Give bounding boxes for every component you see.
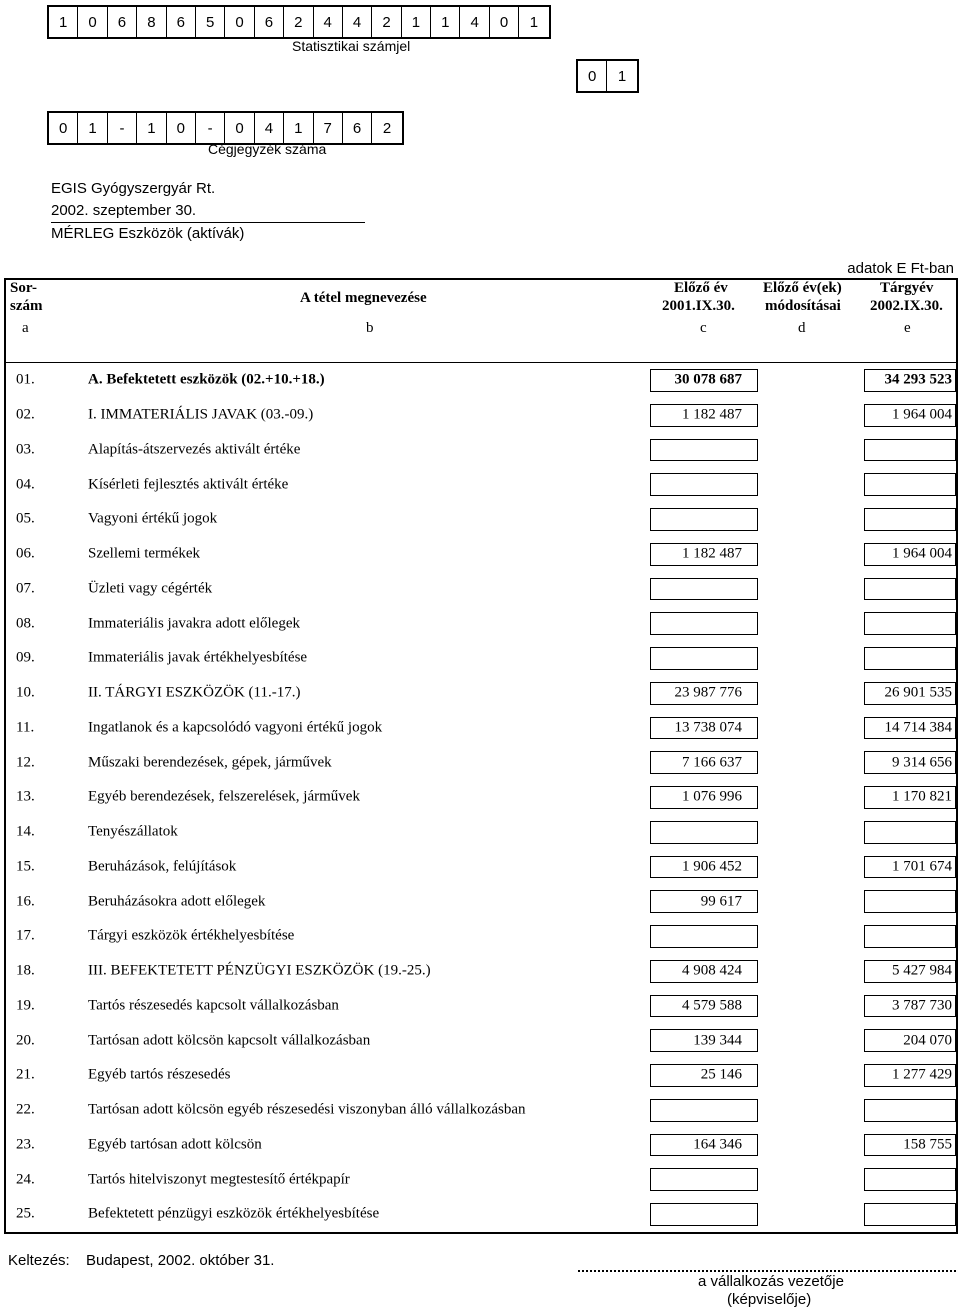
statistical-number-digit: 0 xyxy=(78,7,107,37)
table-row xyxy=(6,850,956,885)
row-number: 15. xyxy=(16,858,35,875)
row-name: Tartósan adott kölcsön egyéb részesedési viszonyban álló vállalkozásban xyxy=(88,1101,526,1118)
registry-number-digit: - xyxy=(108,113,137,143)
row-number: 07. xyxy=(16,580,35,597)
statistical-number-digit: 1 xyxy=(431,7,460,37)
current-year-cell xyxy=(864,578,956,601)
current-year-value: 1 701 674 xyxy=(892,858,952,875)
header-letter-d: d xyxy=(798,320,806,336)
prev-year-cell xyxy=(650,508,758,531)
current-year-value: 1 964 004 xyxy=(892,545,952,562)
current-year-value: 5 427 984 xyxy=(892,962,952,979)
prev-year-value: 4 908 424 xyxy=(682,962,742,979)
report-title: MÉRLEG Eszközök (aktívák) xyxy=(51,225,245,242)
statistical-number-boxes xyxy=(47,5,551,39)
header-cur-2: 2002.IX.30. xyxy=(870,298,943,314)
date-value: Budapest, 2002. október 31. xyxy=(86,1252,275,1269)
company-block xyxy=(51,178,365,245)
row-number: 09. xyxy=(16,649,35,666)
header-cur-1: Tárgyév xyxy=(880,280,934,296)
table-row xyxy=(6,572,956,607)
row-name: Tenyészállatok xyxy=(88,823,178,840)
statistical-number-digit: 5 xyxy=(196,7,225,37)
table-row xyxy=(6,433,956,468)
table-row xyxy=(6,1197,956,1232)
signature-line xyxy=(578,1270,956,1272)
balance-sheet-table xyxy=(4,278,958,1234)
row-number: 11. xyxy=(16,719,35,736)
table-row xyxy=(6,919,956,954)
table-row xyxy=(6,363,956,398)
prev-year-value: 164 346 xyxy=(693,1136,742,1153)
row-name: Vagyoni értékű jogok xyxy=(88,510,218,527)
date-label: Keltezés: xyxy=(8,1252,70,1269)
table-row xyxy=(6,745,956,780)
current-year-cell xyxy=(864,821,956,844)
row-number: 18. xyxy=(16,962,35,979)
row-number: 24. xyxy=(16,1171,35,1188)
current-year-cell xyxy=(864,612,956,635)
row-number: 05. xyxy=(16,510,35,527)
table-row xyxy=(6,1093,956,1128)
table-body xyxy=(6,363,956,1232)
table-row xyxy=(6,1023,956,1058)
current-year-value: 1 170 821 xyxy=(892,788,952,805)
row-number: 23. xyxy=(16,1136,35,1153)
row-name: A. Befektetett eszközök (02.+10.+18.) xyxy=(88,371,325,388)
registry-number-digit: 4 xyxy=(255,113,284,143)
signature-caption-2: (képviselője) xyxy=(727,1291,812,1308)
row-number: 13. xyxy=(16,788,35,805)
prev-year-value: 13 738 074 xyxy=(674,719,742,736)
table-row xyxy=(6,1162,956,1197)
row-number: 19. xyxy=(16,997,35,1014)
row-number: 08. xyxy=(16,615,35,632)
current-year-value: 1 964 004 xyxy=(892,406,952,423)
current-year-cell xyxy=(864,508,956,531)
prev-year-value: 1 182 487 xyxy=(682,406,742,423)
current-year-cell xyxy=(864,647,956,670)
table-row xyxy=(6,467,956,502)
statistical-number-digit: 4 xyxy=(460,7,489,37)
prev-year-value: 30 078 687 xyxy=(674,371,742,388)
row-name: Alapítás-átszervezés aktivált értéke xyxy=(88,441,301,458)
row-number: 16. xyxy=(16,893,35,910)
row-name: Egyéb berendezések, felszerelések, járművek xyxy=(88,788,360,805)
registry-number-digit: 0 xyxy=(49,113,78,143)
table-row xyxy=(6,537,956,572)
current-year-value: 1 277 429 xyxy=(892,1066,952,1083)
row-name: Tartós részesedés kapcsolt vállalkozásban xyxy=(88,997,339,1014)
row-name: Üzleti vagy cégérték xyxy=(88,580,213,597)
row-name: Műszaki berendezések, gépek, járművek xyxy=(88,754,332,771)
prev-year-value: 1 076 996 xyxy=(682,788,742,805)
row-name: Ingatlanok és a kapcsolódó vagyoni értékű jogok xyxy=(88,719,383,736)
row-name: Tartósan adott kölcsön kapcsolt vállalkozásban xyxy=(88,1032,371,1049)
row-number: 01. xyxy=(16,371,35,388)
statistical-number-digit: 8 xyxy=(137,7,166,37)
row-number: 12. xyxy=(16,754,35,771)
row-number: 22. xyxy=(16,1101,35,1118)
form-code-digit: 0 xyxy=(578,61,607,91)
prev-year-value: 99 617 xyxy=(700,893,742,910)
current-year-cell xyxy=(864,1168,956,1191)
table-row xyxy=(6,502,956,537)
table-header xyxy=(6,280,956,363)
table-row xyxy=(6,398,956,433)
current-year-cell xyxy=(864,925,956,948)
row-name: Tárgyi eszközök értékhelyesbítése xyxy=(88,927,295,944)
header-mod-2: módosításai xyxy=(765,298,841,314)
registry-number-digit: 1 xyxy=(78,113,107,143)
row-number: 02. xyxy=(16,406,35,423)
prev-year-cell xyxy=(650,473,758,496)
prev-year-value: 23 987 776 xyxy=(674,684,742,701)
current-year-cell xyxy=(864,1099,956,1122)
company-name: EGIS Gyógyszergyár Rt. xyxy=(51,180,216,197)
registry-number-digit: - xyxy=(196,113,225,143)
table-row xyxy=(6,884,956,919)
current-year-cell xyxy=(864,890,956,913)
table-row xyxy=(6,815,956,850)
header-letter-e: e xyxy=(904,320,911,336)
row-name: Befektetett pénzügyi eszközök értékhelyesbítése xyxy=(88,1205,380,1222)
row-name: Egyéb tartós részesedés xyxy=(88,1066,231,1083)
registry-number-digit: 2 xyxy=(382,119,392,137)
row-name: Beruházásokra adott előlegek xyxy=(88,893,266,910)
prev-year-cell xyxy=(650,1099,758,1122)
prev-year-cell xyxy=(650,578,758,601)
statistical-number-digit: 6 xyxy=(255,7,284,37)
row-name: Kísérleti fejlesztés aktivált értéke xyxy=(88,476,289,493)
prev-year-value: 4 579 588 xyxy=(682,997,742,1014)
table-row xyxy=(6,641,956,676)
current-year-cell xyxy=(864,473,956,496)
current-year-value: 34 293 523 xyxy=(884,371,952,388)
statistical-number-digit: 1 xyxy=(529,13,539,31)
header-letter-b: b xyxy=(366,320,374,336)
table-row xyxy=(6,606,956,641)
form-code-boxes xyxy=(576,59,639,93)
table-row xyxy=(6,676,956,711)
table-row xyxy=(6,989,956,1024)
statistical-number-digit: 6 xyxy=(167,7,196,37)
row-name: Immateriális javakra adott előlegek xyxy=(88,615,300,632)
statistical-number-digit: 0 xyxy=(225,7,254,37)
registry-number-digit: 0 xyxy=(167,113,196,143)
prev-year-cell xyxy=(650,1168,758,1191)
row-number: 25. xyxy=(16,1205,35,1222)
form-code-digit: 1 xyxy=(617,67,627,85)
statistical-number-digit: 4 xyxy=(314,7,343,37)
prev-year-cell xyxy=(650,612,758,635)
current-year-value: 158 755 xyxy=(903,1136,952,1153)
row-number: 04. xyxy=(16,476,35,493)
statistical-number-digit: 1 xyxy=(402,7,431,37)
prev-year-value: 25 146 xyxy=(700,1066,742,1083)
table-row xyxy=(6,954,956,989)
registry-number-digit: 6 xyxy=(343,113,372,143)
row-name: III. BEFEKTETETT PÉNZÜGYI ESZKÖZÖK (19.-25.) xyxy=(88,962,431,979)
header-prev-1: Előző év xyxy=(674,280,728,296)
statistical-number-digit: 6 xyxy=(108,7,137,37)
registry-number-digit: 7 xyxy=(314,113,343,143)
header-mod-1: Előző év(ek) xyxy=(763,280,842,296)
current-year-value: 204 070 xyxy=(903,1032,952,1049)
current-year-value: 3 787 730 xyxy=(892,997,952,1014)
current-year-cell xyxy=(864,1203,956,1226)
prev-year-value: 1 906 452 xyxy=(682,858,742,875)
signature-caption: a vállalkozás vezetője xyxy=(698,1273,844,1290)
row-name: I. IMMATERIÁLIS JAVAK (03.-09.) xyxy=(88,406,314,423)
row-number: 20. xyxy=(16,1032,35,1049)
table-row xyxy=(6,1058,956,1093)
prev-year-value: 7 166 637 xyxy=(682,754,742,771)
registry-number-caption: Cégjegyzék száma xyxy=(208,141,327,157)
current-year-value: 9 314 656 xyxy=(892,754,952,771)
registry-number-digit: 0 xyxy=(225,113,254,143)
current-year-value: 14 714 384 xyxy=(884,719,952,736)
row-number: 10. xyxy=(16,684,35,701)
row-name: Egyéb tartósan adott kölcsön xyxy=(88,1136,262,1153)
units-note: adatok E Ft-ban xyxy=(847,260,954,277)
statistical-number-digit: 4 xyxy=(343,7,372,37)
table-row xyxy=(6,780,956,815)
prev-year-value: 1 182 487 xyxy=(682,545,742,562)
row-name: Tartós hitelviszonyt megtestesítő értékpapír xyxy=(88,1171,350,1188)
report-date: 2002. szeptember 30. xyxy=(51,200,365,223)
row-name: Immateriális javak értékhelyesbítése xyxy=(88,649,308,666)
statistical-number-digit: 2 xyxy=(284,7,313,37)
current-year-cell xyxy=(864,439,956,462)
statistical-number-caption: Statisztikai számjel xyxy=(292,38,411,54)
header-sor: Sor- xyxy=(10,280,37,296)
registry-number-boxes xyxy=(47,111,404,145)
header-letter-a: a xyxy=(22,320,29,336)
statistical-number-digit: 2 xyxy=(372,7,401,37)
header-prev-2: 2001.IX.30. xyxy=(662,298,735,314)
row-number: 21. xyxy=(16,1066,35,1083)
table-row xyxy=(6,711,956,746)
prev-year-cell xyxy=(650,439,758,462)
row-number: 14. xyxy=(16,823,35,840)
prev-year-value: 139 344 xyxy=(693,1032,742,1049)
current-year-value: 26 901 535 xyxy=(884,684,952,701)
prev-year-cell xyxy=(650,1203,758,1226)
row-name: Beruházások, felújítások xyxy=(88,858,237,875)
registry-number-digit: 1 xyxy=(137,113,166,143)
header-letter-c: c xyxy=(700,320,707,336)
row-name: Szellemi termékek xyxy=(88,545,201,562)
table-row xyxy=(6,1128,956,1163)
row-number: 03. xyxy=(16,441,35,458)
row-number: 06. xyxy=(16,545,35,562)
registry-number-digit: 1 xyxy=(284,113,313,143)
prev-year-cell xyxy=(650,647,758,670)
prev-year-cell xyxy=(650,925,758,948)
row-name: II. TÁRGYI ESZKÖZÖK (11.-17.) xyxy=(88,684,301,701)
header-name: A tétel megnevezése xyxy=(300,290,427,306)
header-szam: szám xyxy=(10,298,43,314)
statistical-number-digit: 0 xyxy=(490,7,519,37)
row-number: 17. xyxy=(16,927,35,944)
prev-year-cell xyxy=(650,821,758,844)
statistical-number-digit: 1 xyxy=(49,7,78,37)
